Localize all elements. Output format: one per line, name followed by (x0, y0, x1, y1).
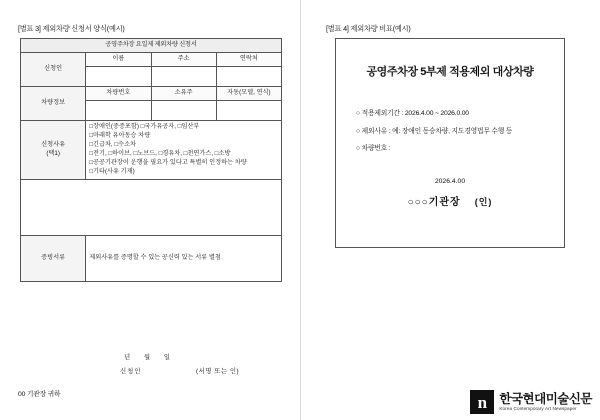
logo-text-english: Korea Contemporary Art Newspaper (499, 405, 577, 411)
notice-signer (336, 193, 564, 208)
signature-label: 신청인 (120, 368, 142, 375)
reason-label (21, 120, 86, 179)
applicant-contact-input[interactable] (216, 66, 281, 86)
vehicle-owner-input[interactable] (151, 100, 216, 120)
free-note-area[interactable] (21, 179, 282, 235)
vehicle-number-input[interactable] (86, 100, 151, 120)
date-line: 년 월 일 (123, 354, 177, 361)
table-row (21, 120, 282, 179)
table-row (21, 39, 282, 53)
notice-item-period: ○ 적용제외기간 : 2026.4.00 ~ 2026.0.00 (356, 110, 469, 117)
notice-card (335, 38, 565, 248)
vehicle-field-model: 자동(모델, 연식) (216, 86, 281, 100)
vehicle-field-number: 차량번호 (86, 86, 151, 100)
vehicle-label: 차량정보 (21, 86, 86, 120)
notice-items (356, 105, 564, 158)
right-notice-sheet (300, 0, 600, 420)
reason-label-line1: 신청사유 (41, 140, 66, 148)
logo-text-block (499, 393, 592, 412)
table-row (21, 235, 282, 281)
table-row (21, 179, 282, 235)
reason-options[interactable] (86, 120, 282, 179)
notice-item-vehicle-number: ○ 차량번호 : (356, 145, 391, 153)
logo-text-korean: 한국현대미술신문 (499, 391, 592, 406)
vehicle-model-input[interactable] (216, 100, 281, 120)
notice-signer-name: ○○○기관장 (407, 197, 461, 209)
reason-option-5[interactable]: □공공기관장이 운행을 필요가 있다고 특별히 인정하는 차량 (89, 158, 247, 166)
applicant-label: 신청인 (21, 52, 86, 86)
applicant-address-input[interactable] (151, 66, 216, 86)
documents-value: 제외사유를 증명할 수 있는 공신력 있는 서류 별첨 (86, 235, 282, 281)
notice-date: 2026.4.00 (434, 178, 466, 186)
documents-label: 증빙서류 (21, 235, 86, 281)
reason-option-2[interactable]: □마래학 유아동승 차량 (89, 131, 151, 139)
applicant-name-input[interactable] (86, 66, 151, 86)
applicant-field-name: 이름 (86, 52, 151, 66)
reason-option-1[interactable]: □장애인(중증포함) □국가유공자, □임산부 (89, 122, 200, 130)
logo-mark-icon: n (470, 390, 494, 414)
reason-option-4[interactable]: □전기, □하이브, □노브드, □경유차, □천연가스, □소방 (89, 149, 231, 157)
right-notice-caption: [별표 4] 제외차량 비표(예시) (326, 24, 411, 33)
reason-option-6[interactable]: □기타(사유 기재) (89, 167, 135, 175)
application-form-table (20, 38, 282, 282)
table-row (21, 52, 282, 66)
reason-label-line2: (택1) (46, 149, 60, 157)
reason-option-3[interactable]: □긴급차, □수소차 (89, 140, 137, 148)
notice-seal: (인) (474, 197, 493, 208)
signature-seal-note: (서명 또는 인) (196, 368, 240, 375)
table-row (21, 86, 282, 100)
vehicle-field-owner: 소유주 (151, 86, 216, 100)
applicant-field-address: 주소 (151, 52, 216, 66)
left-form-caption: [별표 3] 제외차량 신청서 양식(예시) (18, 24, 125, 33)
notice-item-reason: ○ 제외사유 : 예: 장애인 동승차량, 지도경영법무 수행 등 (356, 127, 513, 135)
publisher-logo (470, 390, 592, 414)
form-title: 공영주차장 요일제 제외차량 신청서 (21, 39, 282, 53)
recipient-org-line: 00 기관장 귀하 (18, 391, 61, 398)
notice-title: 공영주차장 5부제 적용제외 대상차량 (366, 66, 534, 78)
applicant-field-contact: 연락처 (216, 52, 281, 66)
